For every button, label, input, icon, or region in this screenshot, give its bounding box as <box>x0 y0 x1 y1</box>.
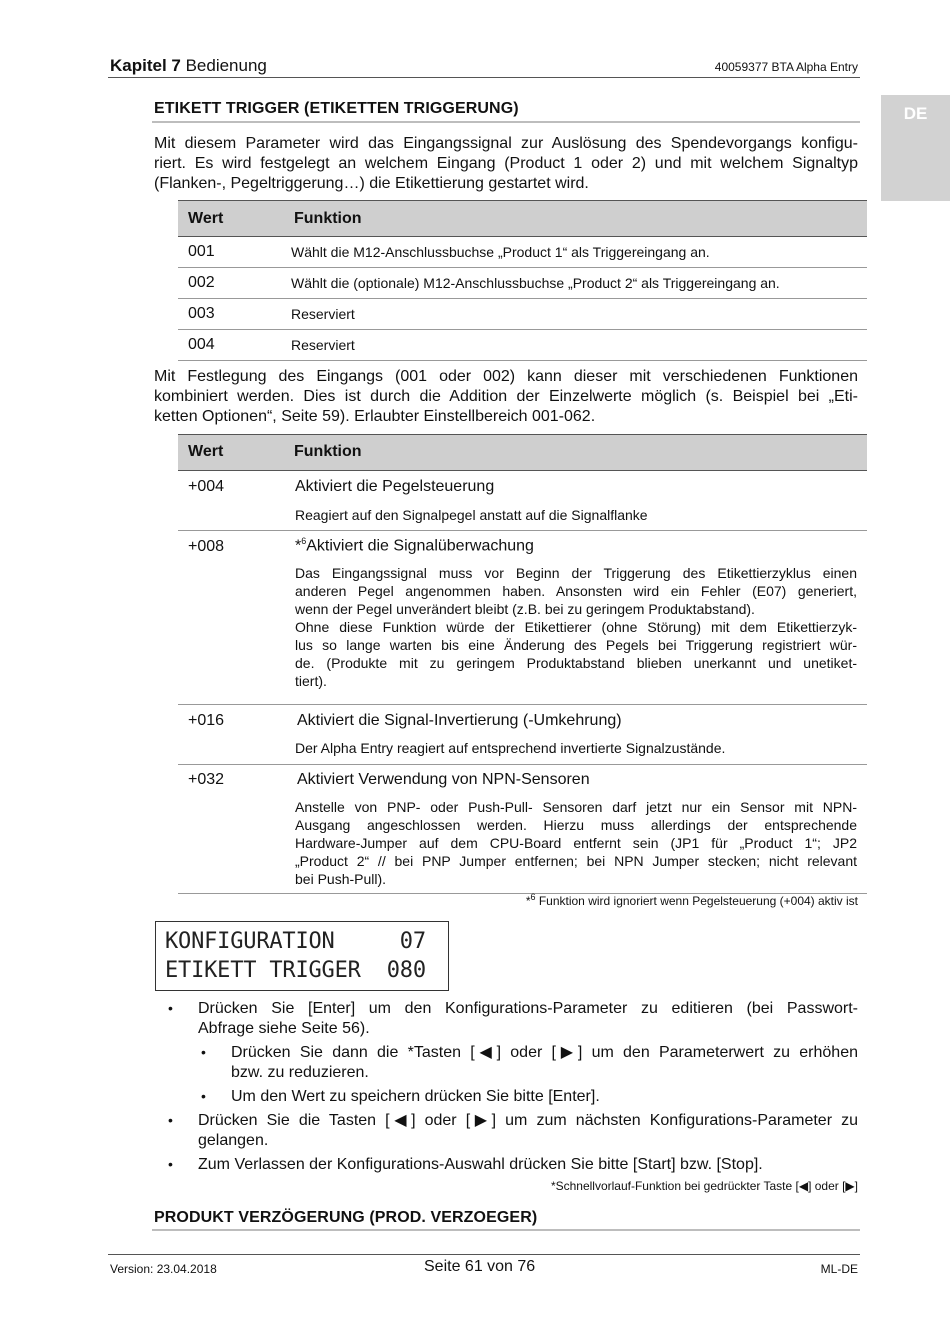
instruction-list <box>154 999 858 1175</box>
input-selection-table <box>178 200 867 361</box>
row-function: Reserviert <box>284 299 867 330</box>
row-description: Der Alpha Entry reagiert auf entsprechend invertierte Signalzustände. <box>295 740 726 756</box>
row-description: Das Eingangssignal muss vor Beginn der Triggerung des Etikettierzyklus einen anderen Pegel angenommen haben. Ansonsten wird ein Fehler (E07) generiert, wenn der Pegel unverändert bleibt (z.B. bei zu geringem Produktabstand). Ohne diese Funktion würde der Etikettierer (ohne Störung) mit dem Etikettierzyk- lus so lange warten bis eine Änderung des Pegels bei Triggerung registriert wür- de. (Produkte mit zu geringem Produktabstand blieben unerkannt und unetiket- tiert). <box>295 565 857 689</box>
table-row <box>178 765 867 894</box>
row-value: +016 <box>188 712 225 729</box>
header-divider <box>108 77 860 78</box>
row-function: Wählt die (optionale) M12-Anschlussbuchse „Product 2“ als Triggereingang an. <box>284 268 867 299</box>
language-code: ML-DE <box>820 1262 858 1276</box>
table-row <box>178 471 867 531</box>
bullet-icon: • <box>168 1000 173 1016</box>
page-number: Seite 61 von 76 <box>424 1258 536 1275</box>
footer-divider <box>108 1254 860 1255</box>
bullet-icon: • <box>168 1112 173 1128</box>
lcd-display <box>155 921 449 991</box>
table-row <box>178 330 867 361</box>
bullet-icon: • <box>168 1156 173 1172</box>
table-row <box>178 531 867 705</box>
section-rule <box>152 121 860 123</box>
row-title: Aktiviert Verwendung von NPN-Sensoren <box>297 771 590 788</box>
chapter-heading: Kapitel 7 Bedienung <box>110 56 267 75</box>
row-function: Reserviert <box>284 330 867 361</box>
bullet-icon: • <box>201 1044 206 1060</box>
section-title-etikett-trigger: ETIKETT TRIGGER (ETIKETTEN TRIGGERUNG) <box>154 100 519 117</box>
section-title-produkt-verzoegerung: PRODUKT VERZÖGERUNG (PROD. VERZOEGER) <box>154 1209 538 1226</box>
row-title: Aktiviert die Pegelsteuerung <box>295 478 495 495</box>
document-id: 40059377 BTA Alpha Entry <box>714 60 858 74</box>
row-title: Aktiviert die Signal-Invertierung (-Umkehrung) <box>297 712 622 729</box>
list-item: • Drücken Sie dann die *Tasten [◀] oder [▶] um den Parameterwert zu erhöhen bzw. zu reduzieren. <box>201 1044 858 1081</box>
row-title: *$^6$Aktiviert die Signalüberwachung <box>295 536 534 555</box>
table-row <box>178 299 867 330</box>
row-description: Reagiert auf den Signalpegel anstatt auf die Signalflanke <box>295 507 648 523</box>
column-header-value: Wert <box>178 201 284 237</box>
list-item: • Um den Wert zu speichern drücken Sie bitte [Enter]. <box>201 1088 600 1105</box>
row-value: 002 <box>178 268 284 299</box>
table-row <box>178 268 867 299</box>
row-value: +008 <box>188 538 225 555</box>
row-value: +004 <box>188 478 225 495</box>
function-options-table <box>178 434 867 894</box>
row-value: 004 <box>178 330 284 361</box>
list-item: • Drücken Sie [Enter] um den Konfigurations-Parameter zu editieren (bei Passwort- Abfrage siehe Seite 56). <box>168 1000 858 1037</box>
table-header <box>178 434 867 471</box>
list-item: • Drücken Sie die Tasten [◀] oder [▶] um zum nächsten Konfigurations-Parameter zu gelangen. <box>168 1112 858 1149</box>
row-value: 003 <box>178 299 284 330</box>
lcd-line-1: KONFIGURATION 07 <box>165 929 426 954</box>
quick-function-note: *Schnellvorlauf-Funktion bei gedrückter Taste [◀] oder [▶] <box>550 1179 858 1193</box>
footnote: *$^6$ Funktion wird ignoriert wenn Pegelsteuerung (+004) aktiv ist <box>525 892 858 908</box>
row-description: Anstelle von PNP- oder Push-Pull- Sensoren darf jetzt nur ein Sensor mit NPN- Ausgang angeschlossen werden. Hierzu muss allerdings der entsprechende Hardware-Jumper auf dem CPU-Board entfernt sein (JP1 für „Product 1“; JP2 „Product 2“ // bei PNP Jumper entfernen; bei NPN Jumper stecken; nicht relevant bei Push-Pull). <box>295 799 857 887</box>
combination-paragraph: Mit Festlegung des Eingangs (001 oder 002) kann dieser mit verschiedenen Funktionen kombiniert werden. Dies ist durch die Addition der Einzelwerte möglich (s. Beispiel bei „Eti- ketten Optionen“, Seite 59). Erlaubter Einstellbereich 001-062. <box>154 368 858 425</box>
table-row <box>178 705 867 765</box>
row-function: Wählt die M12-Anschlussbuchse „Product 1“ als Triggereingang an. <box>284 237 867 268</box>
version-label: Version: 23.04.2018 <box>110 1262 217 1276</box>
list-item: • Zum Verlassen der Konfigurations-Auswahl drücken Sie bitte [Start] bzw. [Stop]. <box>168 1156 763 1173</box>
row-value: +032 <box>188 771 225 788</box>
column-header-function: Funktion <box>284 201 867 237</box>
column-header-function: Funktion <box>294 443 362 460</box>
lcd-line-2: ETIKETT TRIGGER 080 <box>165 958 426 983</box>
column-header-value: Wert <box>188 443 224 460</box>
row-value: 001 <box>178 237 284 268</box>
section-rule <box>152 1229 860 1231</box>
intro-paragraph: Mit diesem Parameter wird das Eingangssignal zur Auslösung des Spendevorgangs konfigu- riert. Es wird festgelegt an welchem Eingang (Product 1 oder 2) und mit welchem Signaltyp (Flanken-, Pegeltriggerung…) die Etikettierung gestartet wird. <box>154 135 858 192</box>
language-tab: DE <box>881 95 950 201</box>
bullet-icon: • <box>201 1088 206 1104</box>
table-row <box>178 237 867 268</box>
